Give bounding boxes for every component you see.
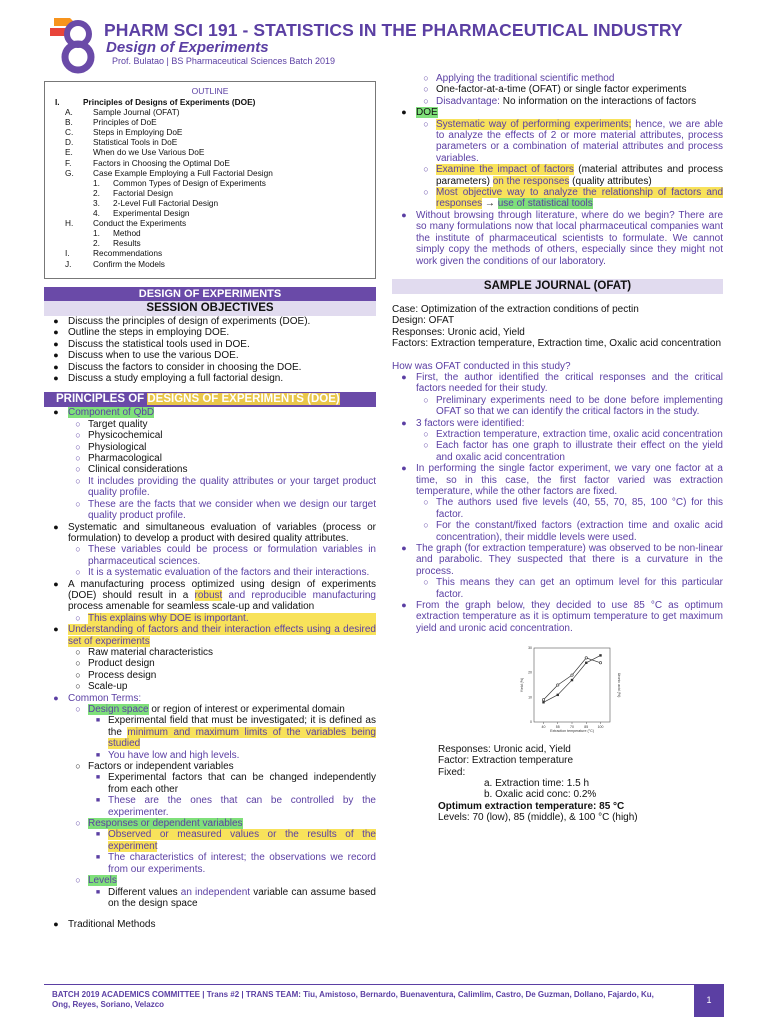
outline-item-number: D. xyxy=(65,137,74,148)
outline-item-number: B. xyxy=(65,117,73,128)
und-list xyxy=(44,647,376,693)
responses-line: Responses: Uronic acid, Yield xyxy=(392,326,525,338)
list-item: ○ One-factor-at-a-time (OFAT) or single factor experiments xyxy=(392,84,723,95)
list-item: ● Without browsing through literature, where do we begin? There are so many formulations now that local pharmaceutical companies want the institute of pharmaceutical scientists to formulate. We cannot simply copy the methods of others, especially since they might not work given the conditions of our laboratory. xyxy=(401,209,723,267)
list-item: ○ Applying the traditional scientific method xyxy=(392,73,723,84)
from-text: From the graph below, they decided to use 85 °C as optimum extraction temperature as it is optimum temperature to get maximum yield and uronic acid concentration. xyxy=(416,600,723,634)
objective-item: ● Discuss the principles of design of experiments (DOE). xyxy=(53,316,311,327)
document-subtitle: Design of Experiments xyxy=(106,39,269,56)
y-tick-label: 10 xyxy=(528,695,532,700)
outline-item-number: G. xyxy=(65,167,74,178)
series-1-point xyxy=(585,662,587,664)
x-tick-label: 100 xyxy=(597,725,604,730)
three-sub-1: Extraction temperature, extraction time, oxalic acid concentration xyxy=(436,428,723,440)
list-item: ○ Levels xyxy=(75,875,117,887)
document-title: PHARM SCI 191 - STATISTICS IN THE PHARMACEUTICAL INDUSTRY xyxy=(104,20,683,40)
outline-item xyxy=(53,168,367,178)
outline-item-number: 1. xyxy=(93,228,100,239)
list-item: ○ Disadvantage: No information on the interactions of factors xyxy=(423,95,697,107)
page-number: 1 xyxy=(694,984,724,1017)
list-item: ○ This means they can get an optimum level for this particular factor. xyxy=(423,577,723,600)
outline-item-label: Common Types of Design of Experiments xyxy=(113,177,266,188)
fi-sub-1: Experimental factors that can be changed independently from each other xyxy=(108,772,376,795)
sys-note-2: It is a systematic evaluation of the factors and their interactions. xyxy=(88,567,370,579)
series-line-1 xyxy=(544,656,601,703)
list-item: ■ Observed or measured values or the results of the experiment xyxy=(95,829,376,852)
list-item: ● DOE xyxy=(401,107,438,119)
common-terms: Common Terms: xyxy=(68,692,142,704)
list-item: ○ These variables could be process or formulation variables in pharmaceutical sciences. xyxy=(75,544,376,567)
series-1-point xyxy=(599,654,601,656)
outline-item-label: Steps in Employing DoE xyxy=(93,127,183,138)
qbd-item: ○ Pharmacological xyxy=(75,453,162,465)
single-sub-2: For the constant/fixed factors (extraction time and oxalic acid concentration), their middle levels were used. xyxy=(436,520,723,543)
ds-sub-a: Experimental field that must be investigated; it is defined as the xyxy=(108,715,376,738)
list-item: ○ Examine the impact of factors (material attributes and process parameters) on the responses (quality attributes) xyxy=(423,164,723,187)
outline-item-label: 2-Level Full Factorial Design xyxy=(113,197,219,208)
chart-optimum: Optimum extraction temperature: 85 °C xyxy=(438,800,625,812)
list-item: ○ These are the facts that we consider when we design our target quality product profile. xyxy=(75,498,376,522)
outline-item-label: Confirm the Models xyxy=(93,258,165,269)
doe-band: DESIGN OF EXPERIMENTS xyxy=(44,287,376,301)
y-tick-label: 0 xyxy=(530,720,532,725)
mfg-a: A manufacturing process optimized using design of experiments (DOE) should result in a xyxy=(68,578,376,601)
factors-independent: Factors or independent variables xyxy=(88,761,234,773)
list-item: ■ These are the ones that can be controlled by the experimenter. xyxy=(95,795,376,818)
list-item: ○ It is a systematic evaluation of the factors and their interactions. xyxy=(44,567,376,578)
series-2-point xyxy=(571,674,573,676)
principles-band-a: PRINCIPLES OF xyxy=(56,393,148,406)
list-item: ○ The authors used five levels (40, 55, 70, 85, 100 °C) for this factor. xyxy=(423,497,723,520)
chart-fixed: Fixed: xyxy=(438,766,466,778)
outline-item-label: Case Example Employing a Full Factorial Design xyxy=(93,167,273,178)
outline-item-number: 3. xyxy=(93,197,100,208)
qbd-item: ○ Physicochemical xyxy=(75,430,163,442)
design-space-rest: or region of interest or experimental domain xyxy=(148,704,345,715)
lv-sub-a: Different values xyxy=(108,886,181,898)
outline-item xyxy=(53,117,367,127)
outline-item-number: C. xyxy=(65,127,74,138)
y-axis-label: Yield (%) xyxy=(520,678,524,693)
outline-item-label: Experimental Design xyxy=(113,208,190,219)
series-1-point xyxy=(571,679,573,681)
list-item: ● In performing the single factor experiment, we vary one factor at a time, so in this case, the first factor varied was extraction temperature, while the other factors are fixed. xyxy=(401,463,723,497)
list-item: ○ Responses or dependent variables xyxy=(75,818,243,830)
outline-item xyxy=(53,259,367,269)
doe3-hl1: Most objective way to analyze the relationship of factors and responses xyxy=(436,187,723,210)
professor-line: Prof. Bulatao | BS Pharmaceutical Sciences Batch 2019 xyxy=(112,56,335,66)
rd-sub-1: Observed or measured values or the results of the experiment xyxy=(108,829,376,852)
doe3-arrow: → xyxy=(482,198,498,210)
list-item: ● From the graph below, they decided to use 85 °C as optimum extraction temperature as it is optimum temperature to get maximum yield and uronic acid concentration. xyxy=(401,600,723,634)
qbd-note-2: These are the facts that we consider when we design our target quality product profile. xyxy=(88,498,376,522)
graph-sub: This means they can get an optimum level for this particular factor. xyxy=(436,577,723,600)
list-item: ○ Systematic way of performing experiments; hence, we are able to analyze the effects of 2 or more material attributes, process parameters or a combination of material attributes and process variables. xyxy=(423,118,723,164)
single-text: In performing the single factor experiment, we vary one factor at a time, so in this case, the first factor varied was extraction temperature, while the other factors are fixed. xyxy=(416,463,723,497)
three-sub-2: Each factor has one graph to illustrate their effect on the yield and oxalic acid concentration xyxy=(436,440,723,463)
list-item: ● The graph (for extraction temperature) was observed to be non-linear and parabolic. They suspected that there is a curvature in the process. xyxy=(401,543,723,577)
design-line: Design: OFAT xyxy=(392,315,455,327)
outline-item xyxy=(53,158,367,168)
how-question: How was OFAT conducted in this study? xyxy=(392,360,571,372)
rd-sub-2: The characteristics of interest; the observations we record from our experiments. xyxy=(108,852,376,875)
outline-list xyxy=(53,97,367,269)
doe2-b: (quality attributes) xyxy=(569,175,652,187)
doe2-hl1: Examine the impact of factors xyxy=(436,164,574,176)
outline-item-label: Principles of DoE xyxy=(93,117,157,128)
left-column xyxy=(44,78,376,931)
case-line: Case: Optimization of the extraction conditions of pectin xyxy=(392,303,639,315)
ds-sub-hl: minimum and maximum limits of the variables being studied xyxy=(108,726,376,750)
lv-sub-b: variable can assume based on the design space xyxy=(108,886,376,909)
series-2-point xyxy=(585,657,587,659)
qbd-item: ○ Physiological xyxy=(75,441,147,453)
objectives-list xyxy=(44,316,376,384)
list-item: ○ Extraction temperature, extraction time, oxalic acid concentration xyxy=(423,428,723,440)
chart-levels: Levels: 70 (low), 85 (middle), & 100 °C (high) xyxy=(438,812,638,824)
outline-item xyxy=(53,107,367,117)
outline-box xyxy=(44,81,376,279)
objective-item: ● Discuss a study employing a full factorial design. xyxy=(53,373,284,385)
disadv-label: Disadvantage: xyxy=(436,95,503,107)
sys-text: Systematic and simultaneous evaluation of variables (process or formulation) to develop a product with desired quality attributes. xyxy=(68,521,376,544)
list-item: ○ For the constant/fixed factors (extraction time and oxalic acid concentration), their middle levels were used. xyxy=(423,520,723,543)
design-space: Design space xyxy=(88,704,149,715)
outline-item xyxy=(53,188,367,198)
list-item: ○ Design space or region of interest or experimental domain xyxy=(75,704,345,715)
objective-item: ● Discuss when to use the various DOE. xyxy=(53,350,239,362)
levels: Levels xyxy=(88,875,117,887)
fi-sub-2: These are the ones that can be controlled by the experimenter. xyxy=(108,795,376,818)
qbd-list xyxy=(44,419,376,476)
graph-text: The graph (for extraction temperature) was observed to be non-linear and parabolic. They suspected that there is a curvature in the process. xyxy=(416,543,723,577)
series-1-point xyxy=(542,701,544,703)
objective-item: ● Outline the steps in employing DOE. xyxy=(53,327,230,339)
outline-item xyxy=(53,97,367,107)
outline-item-number: H. xyxy=(65,218,74,229)
outline-item xyxy=(53,127,367,137)
und-item: ○ Raw material characteristics xyxy=(75,646,214,658)
list-item: ○ This explains why DOE is important. xyxy=(44,613,376,624)
batch-logo xyxy=(44,14,100,74)
outline-item-number: F. xyxy=(65,157,72,168)
outline-item-label: Statistical Tools in DoE xyxy=(93,137,178,148)
qbd-note-1: It includes providing the quality attributes or your target product quality profile. xyxy=(88,475,376,499)
x-tick-label: 40 xyxy=(541,725,546,730)
right-column xyxy=(392,73,723,824)
outline-item-number: 4. xyxy=(93,208,100,219)
chart-frame xyxy=(534,648,610,722)
list-item: ● A manufacturing process optimized using design of experiments (DOE) should result in a robust and reproducible manufacturing process amenable for seamless scale-up and validation xyxy=(53,578,376,613)
outline-item-number: 1. xyxy=(93,177,100,188)
session-objectives-heading: SESSION OBJECTIVES xyxy=(44,301,376,316)
list-item: ■ You have low and high levels. xyxy=(44,750,376,761)
trad-item-2: One-factor-at-a-time (OFAT) or single factor experiments xyxy=(436,84,687,96)
qbd-item: ○ Target quality xyxy=(75,418,148,430)
ds-sub-2: You have low and high levels. xyxy=(108,749,240,761)
series-line-2 xyxy=(544,658,601,700)
list-item: ● Component of QbD xyxy=(53,407,155,419)
browse-text: Without browsing through literature, where do we begin? There are so many formulations now that local pharmaceutical companies want the institute of pharmaceutical scientists to formulate. We cannot simply copy the methods of others, especially since they might not work given the conditions of our laboratory. xyxy=(416,209,723,267)
first-sub: Preliminary experiments need to be done before implementing OFAT so that we can identify the critical factors in the study. xyxy=(436,394,723,418)
list-item: ● Systematic and simultaneous evaluation of variables (process or formulation) to develop a product with desired quality attributes. xyxy=(53,521,376,544)
mfg-note: This explains why DOE is important. xyxy=(88,613,376,624)
chart-fixed-a: a. Extraction time: 1.5 h xyxy=(484,777,590,789)
chart-fixed-b: b. Oxalic acid conc: 0.2% xyxy=(484,789,597,801)
traditional-methods: Traditional Methods xyxy=(68,919,156,931)
doe1-rest: hence, we are able to analyze the effects of 2 or more material attributes, process parameters or a combination of material attributes and process variables. xyxy=(436,118,723,164)
series-2-point xyxy=(557,684,559,686)
outline-item-label: Results xyxy=(113,238,141,249)
outline-item-label: When do we Use Various DoE xyxy=(93,147,205,158)
outline-item-number: 2. xyxy=(93,187,100,198)
series-2-point xyxy=(599,662,601,664)
outline-item xyxy=(53,178,367,188)
trad-item-1: Applying the traditional scientific method xyxy=(436,73,615,84)
single-sub-1: The authors used five levels (40, 55, 70, 85, 100 °C) for this factor. xyxy=(436,497,723,520)
outline-item-label: Principles of Designs of Experiments (DOE) xyxy=(83,97,256,107)
und-item: ○ Scale-up xyxy=(75,681,128,693)
list-item: ○ Each factor has one graph to illustrate their effect on the yield and oxalic acid concentration xyxy=(423,440,723,463)
list-item: ● Common Terms: xyxy=(44,693,376,704)
list-item: ○ Most objective way to analyze the relationship of factors and responses → use of statistical tools xyxy=(423,187,723,210)
outline-item-number: J. xyxy=(65,258,72,269)
list-item: ■ Different values an independent variable can assume based on the design space xyxy=(95,886,376,909)
responses-dependent: Responses or dependent variables xyxy=(88,818,243,830)
x-tick-label: 85 xyxy=(584,725,589,730)
series-2-point xyxy=(542,699,544,701)
outline-item-label: Factorial Design xyxy=(113,187,173,198)
three-text: 3 factors were identified: xyxy=(416,417,525,429)
outline-item xyxy=(53,238,367,248)
outline-item-label: Method xyxy=(113,228,141,239)
und-item: ○ Product design xyxy=(75,658,155,670)
first-text: First, the author identified the critical responses and the critical factors needed for their study. xyxy=(416,371,723,395)
und-b: esired set of experiments xyxy=(68,624,376,647)
outline-item-label: Sample Journal (OFAT) xyxy=(93,107,180,118)
und-a: Understanding of factors and their interaction effects using a d xyxy=(68,624,349,636)
list-item: ● 3 factors were identified: xyxy=(392,418,723,429)
list-item: ● Understanding of factors and their interaction effects using a desired set of experiments xyxy=(53,624,376,647)
disadv-text: No information on the interactions of factors xyxy=(502,95,697,107)
mfg-repro: reproducible manufacturing xyxy=(251,589,376,601)
list-item: ■ Experimental factors that can be changed independently from each other xyxy=(95,772,376,795)
outline-item-number: E. xyxy=(65,147,73,158)
outline-item xyxy=(53,228,367,238)
outline-item-number: I. xyxy=(55,97,60,107)
qbd-item: ○ Clinical considerations xyxy=(75,464,188,476)
factors-line: Factors: Extraction temperature, Extraction time, Oxalic acid concentration xyxy=(392,338,722,350)
outline-item-number: I. xyxy=(65,248,70,259)
qbd-text: Component of QbD xyxy=(68,407,155,419)
outline-item xyxy=(53,218,367,228)
outline-title: OUTLINE xyxy=(191,86,229,96)
list-item: ○ Factors or independent variables xyxy=(44,761,376,772)
doe2-hl2: on the responses xyxy=(492,175,570,187)
doe-label: DOE xyxy=(416,107,438,119)
list-item: ■ The characteristics of interest; the observations we record from our experiments. xyxy=(95,852,376,875)
doe2-a: (material attributes and process parameters) xyxy=(436,164,723,187)
x-tick-label: 70 xyxy=(570,725,574,730)
mfg-robust: robust xyxy=(194,589,223,601)
list-item: ● Traditional Methods xyxy=(44,919,376,930)
doe3-hl2: use of statistical tools xyxy=(497,198,593,210)
list-item: ● First, the author identified the critical responses and the critical factors needed for their study. xyxy=(401,371,723,395)
chart-responses: Responses: Uronic acid, Yield xyxy=(438,743,571,755)
outline-item-label: Factors in Choosing the Optimal DoE xyxy=(93,157,230,168)
outline-item-number: A. xyxy=(65,107,73,118)
principles-band-b: DESIGNS OF EXPERIMENTS (DOE) xyxy=(147,393,340,406)
outline-item-number: 2. xyxy=(93,238,100,249)
mfg-c: process amenable for seamless scale-up and validation xyxy=(68,601,315,613)
x-tick-label: 55 xyxy=(555,725,560,730)
mfg-b: and xyxy=(222,589,252,601)
sample-journal-heading: SAMPLE JOURNAL (OFAT) xyxy=(392,279,723,294)
y-tick-label: 30 xyxy=(528,646,532,651)
footer-rule xyxy=(44,984,694,985)
sys-note-1: These variables could be process or formulation variables in pharmaceutical sciences. xyxy=(88,544,376,567)
doe1-hl: Systematic way of performing experiments; xyxy=(436,118,632,130)
lv-sub-p: an independent xyxy=(180,886,251,898)
principles-band xyxy=(44,392,376,407)
y-tick-label: 20 xyxy=(528,670,532,675)
outline-item xyxy=(53,137,367,147)
list-item: ○ It includes providing the quality attributes or your target product quality profile. xyxy=(75,475,376,499)
list-item: ○ Preliminary experiments need to be done before implementing OFAT so that we can identify the critical factors in the study. xyxy=(423,394,723,418)
outline-item xyxy=(53,198,367,208)
outline-item-label: Conduct the Experiments xyxy=(93,218,187,229)
outline-item xyxy=(53,208,367,218)
y2-axis-label: Uronic acid (%) xyxy=(617,672,621,698)
outline-item xyxy=(53,248,367,258)
und-item: ○ Process design xyxy=(75,669,157,681)
list-item: ■ Experimental field that must be investigated; it is defined as the minimum and maximum limits of the variables being studied xyxy=(95,715,376,750)
objective-item: ● Discuss the statistical tools used in DOE. xyxy=(53,338,250,350)
x-axis-label: Extraction temperature (°C) xyxy=(550,729,594,734)
outline-item xyxy=(53,147,367,157)
series-1-point xyxy=(557,694,559,696)
extraction-temperature-chart xyxy=(518,642,622,734)
chart-factor: Factor: Extraction temperature xyxy=(438,755,574,767)
outline-item-label: Recommendations xyxy=(93,248,163,259)
objective-item: ● Discuss the factors to consider in choosing the DOE. xyxy=(53,361,302,373)
footer-credits: BATCH 2019 ACADEMICS COMMITTEE | Trans #2 | TRANS TEAM: Tiu, Amistoso, Bernardo, Buenaventura, Calimlim, Castro, De Guzman, Dollano, Fajardo, Ku, Ong, Reyes, Soriano, Velazco xyxy=(52,990,654,1009)
